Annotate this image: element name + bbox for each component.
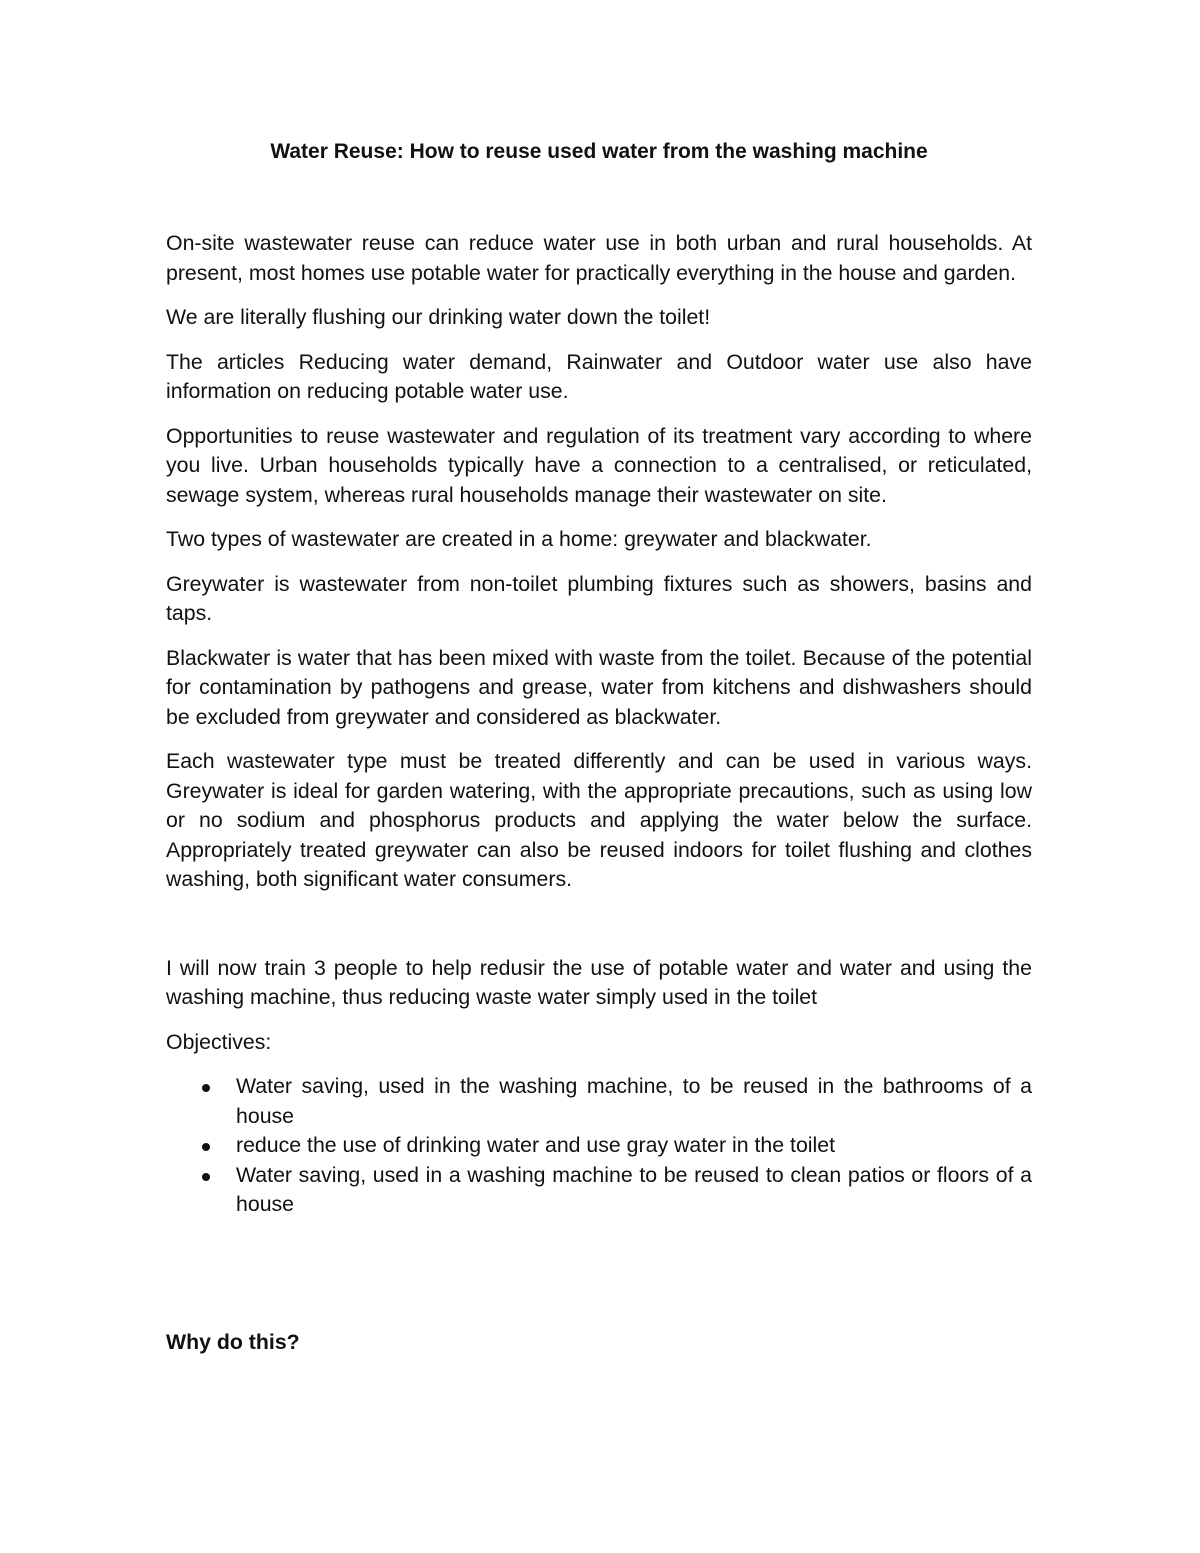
objective-item (166, 1131, 1032, 1161)
bullet-icon (202, 1173, 210, 1181)
paragraph-greywater: Greywater is wastewater from non-toilet plumbing fixtures such as showers, basins and taps. (166, 571, 1032, 625)
objective-text: Water saving, used in a washing machine to be reused to clean patios or floors of a house (236, 1162, 1032, 1216)
bullet-icon (202, 1143, 210, 1151)
objectives-label: Objectives: (166, 1029, 272, 1054)
why-heading: Why do this? (166, 1329, 300, 1354)
objective-item (166, 1072, 1032, 1131)
objectives-list (166, 1072, 1032, 1220)
paragraph-treatment: Each wastewater type must be treated differently and can be used in various ways. Greywater is ideal for garden watering, with the appropriate precautions, such as using low or no sodium and phosphorus products and applying the water below the surface. Appropriately treated greywater can also be reused indoors for toilet flushing and clothes washing, both significant water consumers. (166, 749, 1032, 891)
paragraph-blackwater: Blackwater is water that has been mixed with waste from the toilet. Because of the potential for contamination by pathogens and grease, water from kitchens and dishwashers should be excluded from greywater and considered as blackwater. (166, 645, 1032, 729)
paragraph-flushing: We are literally flushing our drinking water down the toilet! (166, 305, 711, 329)
blank-lines (166, 1220, 1032, 1328)
bullet-icon (202, 1084, 210, 1092)
objective-text: Water saving, used in the washing machine, to be reused in the bathrooms of a house (236, 1074, 1032, 1128)
document-title: Water Reuse: How to reuse used water from the washing machine (270, 140, 928, 163)
blank-line (166, 910, 1032, 954)
paragraph-related-articles: The articles Reducing water demand, Rainwater and Outdoor water use also have information on reducing potable water use. (166, 349, 1032, 403)
paragraph-training: I will now train 3 people to help redusir the use of potable water and water and using the washing machine, thus reducing waste water simply used in the toilet (166, 955, 1032, 1009)
paragraph-onsite-reuse: On-site wastewater reuse can reduce water use in both urban and rural households. At present, most homes use potable water for practically everything in the house and garden. (166, 231, 1032, 285)
document-body (166, 137, 1032, 1357)
paragraph-opportunities: Opportunities to reuse wastewater and regulation of its treatment vary according to where you live. Urban households typically have a connection to a centralised, or reticulated, sewage system, whereas rural households manage their wastewater on site. (166, 423, 1032, 507)
objective-text: reduce the use of drinking water and use gray water in the toilet (236, 1133, 836, 1157)
objective-item (166, 1161, 1032, 1220)
paragraph-wastewater-types: Two types of wastewater are created in a home: greywater and blackwater. (166, 527, 872, 551)
